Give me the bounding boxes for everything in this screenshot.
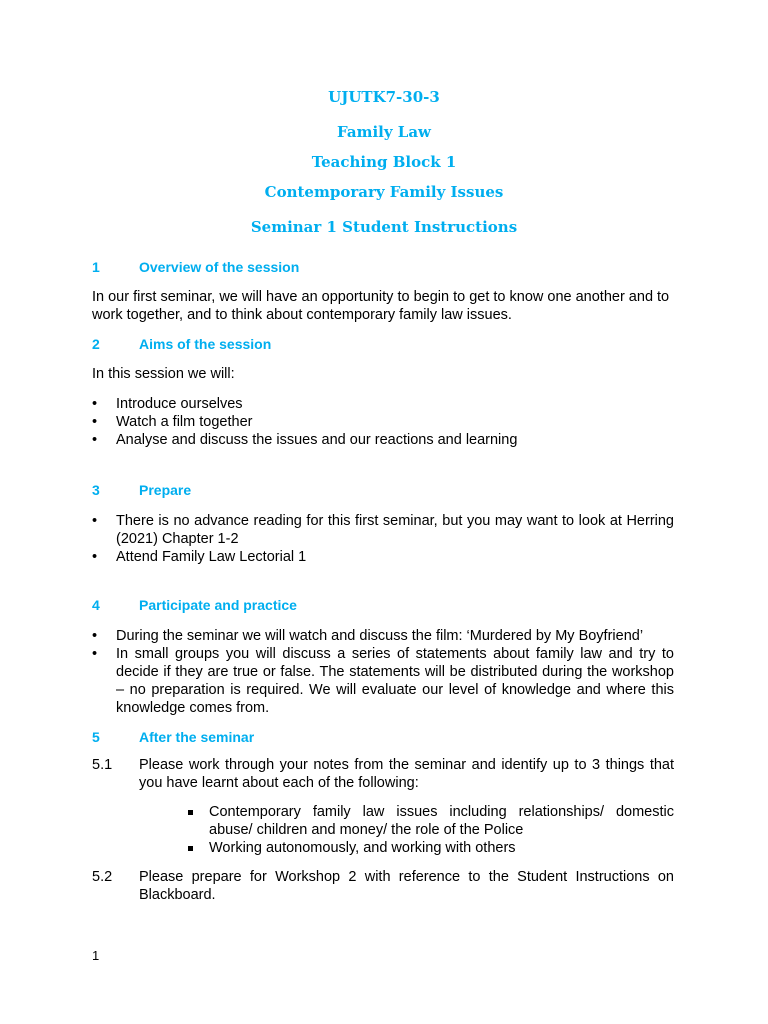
page-number: 1 [92, 948, 100, 963]
square-bullet-icon [188, 846, 193, 851]
square-bullet-icon [188, 810, 193, 815]
list-item: Working autonomously, and working with others [186, 839, 674, 857]
section-number: 2 [92, 336, 100, 352]
list-item: • Introduce ourselves [92, 396, 243, 412]
section-3-heading [92, 482, 191, 499]
item-5-2 [92, 868, 674, 904]
bullet-icon: • [92, 432, 98, 448]
section-number: 3 [92, 482, 100, 498]
participate-list [92, 627, 674, 717]
list-item: • There is no advance reading for this first seminar, but you may want to look at Herring (2021) Chapter 1-2 [92, 513, 674, 547]
item-text: Please prepare for Workshop 2 with reference to the Student Instructions on Blackboard. [139, 869, 674, 903]
section-2-intro: In this session we will: [92, 366, 235, 382]
section-number: 4 [92, 597, 100, 613]
section-number: 1 [92, 259, 100, 275]
document-title: Seminar 1 Student Instructions [250, 218, 518, 236]
section-4-heading [92, 597, 297, 614]
section-1-text: In our first seminar, we will have an opportunity to begin to get to know one another and to work together, and to think about contemporary family law issues. [92, 289, 670, 323]
learning-areas-list [186, 803, 674, 857]
section-number: 5 [92, 729, 100, 745]
list-item: • During the seminar we will watch and discuss the film: ‘Murdered by My Boyfriend’ [92, 628, 644, 644]
list-item: • Attend Family Law Lectorial 1 [92, 549, 307, 565]
prepare-list [92, 512, 674, 566]
section-title: Participate and practice [139, 597, 297, 613]
teaching-block: Teaching Block 1 [311, 153, 457, 171]
item-number: 5.1 [92, 757, 113, 773]
item-number: 5.2 [92, 869, 113, 885]
section-title: Aims of the session [139, 336, 272, 352]
list-item: • In small groups you will discuss a series of statements about family law and try to decide if they are true or false. The statements will be distributed during the workshop – no preparation is required. We will evaluate our level of knowledge and where this knowledge comes from. [92, 646, 674, 716]
item-5-1 [92, 756, 674, 792]
list-item: Contemporary family law issues including relationships/ domestic abuse/ children and money/ the role of the Police [186, 803, 674, 839]
section-2-heading [92, 336, 271, 353]
bullet-icon: • [92, 414, 98, 430]
bullet-icon: • [92, 646, 98, 662]
bullet-icon: • [92, 628, 98, 644]
list-item: • Watch a film together [92, 414, 253, 430]
aims-list [92, 395, 674, 449]
course-code: UJUTK7-30-3 [328, 88, 440, 106]
topic-title: Contemporary Family Issues [264, 183, 504, 201]
section-title: Prepare [139, 482, 192, 498]
item-text: Please work through your notes from the seminar and identify up to 3 things that you have learnt about each of the following: [139, 757, 674, 791]
module-title: Family Law [337, 123, 431, 141]
bullet-icon: • [92, 549, 98, 565]
section-1-heading [92, 259, 299, 276]
bullet-icon: • [92, 513, 98, 529]
list-item: • Analyse and discuss the issues and our reactions and learning [92, 432, 518, 448]
section-title: Overview of the session [139, 259, 300, 275]
section-title: After the seminar [139, 729, 255, 745]
bullet-icon: • [92, 396, 98, 412]
section-5-heading [92, 729, 254, 746]
